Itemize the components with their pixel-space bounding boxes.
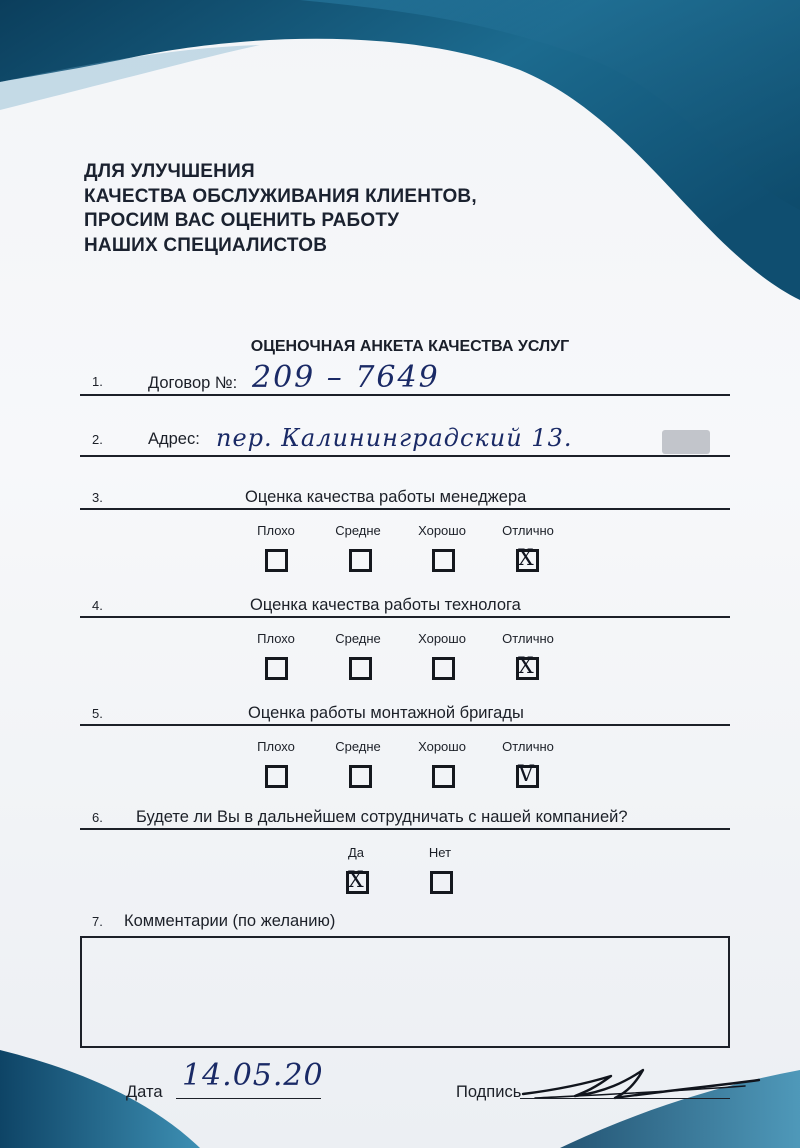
redacted-area [662,430,710,454]
q4-checkbox-excellent[interactable] [516,654,539,680]
check-mark-icon: X [348,868,364,893]
option-label-good: Хорошо [418,631,466,646]
q1-number: 1. [92,374,103,389]
option-label-excellent: Отлично [502,631,554,646]
option-label-good: Хорошо [418,739,466,754]
q2-number: 2. [92,432,103,447]
q3-checkbox-excellent[interactable] [516,546,539,572]
q6-label: Будете ли Вы в дальнейшем сотрудничать с нашей компанией? [136,808,628,826]
option-label-bad: Плохо [257,739,295,754]
q3-checkbox-bad[interactable] [265,549,288,572]
signature-label: Подпись [456,1083,522,1101]
q6-number: 6. [92,810,103,825]
headline [84,160,584,258]
q2-underline [80,455,730,457]
date-label: Дата [126,1083,163,1101]
q4-checkbox-bad[interactable] [265,657,288,680]
q3-number: 3. [92,490,103,505]
headline-line: ДЛЯ УЛУЧШЕНИЯ [84,161,255,182]
check-mark-icon: V [518,762,534,787]
q4-label: Оценка качества работы технолога [250,596,521,614]
option-label-average: Средне [335,631,381,646]
q5-checkbox-average[interactable] [349,765,372,788]
form-title: ОЦЕНОЧНАЯ АНКЕТА КАЧЕСТВА УСЛУГ [250,338,570,355]
headline-line: ПРОСИМ ВАС ОЦЕНИТЬ РАБОТУ [84,210,400,231]
headline-line: КАЧЕСТВА ОБСЛУЖИВАНИЯ КЛИЕНТОВ, [84,185,477,207]
q5-label: Оценка работы монтажной бригады [248,704,524,722]
q2-label: Адрес: [148,430,200,448]
check-mark-icon: X [518,654,534,679]
q4-underline [80,616,730,618]
check-mark-icon: X [518,546,534,571]
option-label-yes: Да [347,845,365,860]
option-label-average: Средне [335,523,381,538]
q6-checkbox-yes[interactable] [346,868,369,894]
date-underline [176,1098,321,1099]
q3-checkbox-good[interactable] [432,549,455,572]
q4-checkbox-average[interactable] [349,657,372,680]
q4-checkbox-good[interactable] [432,657,455,680]
address-value[interactable]: пер. Калининградский 13. [216,424,573,452]
q6-checkbox-no[interactable] [430,871,453,894]
q3-label: Оценка качества работы менеджера [245,488,527,506]
q1-underline [80,394,730,396]
q5-number: 5. [92,706,103,721]
q7-number: 7. [92,914,103,929]
option-label-bad: Плохо [257,523,295,538]
q3-checkbox-average[interactable] [349,549,372,572]
q5-checkbox-excellent[interactable] [516,762,539,788]
option-label-excellent: Отлично [502,739,554,754]
q7-label: Комментарии (по желанию) [124,912,336,930]
option-label-excellent: Отлично [502,523,554,538]
signature-underline [520,1098,730,1099]
q5-checkbox-bad[interactable] [265,765,288,788]
q5-checkbox-good[interactable] [432,765,455,788]
q5-underline [80,724,730,726]
signature-drawing[interactable] [515,1062,765,1107]
date-value[interactable]: 14.05.20 [182,1058,324,1093]
q4-number: 4. [92,598,103,613]
comments-textarea[interactable] [80,936,730,1048]
option-label-no: Нет [428,845,452,860]
q1-label: Договор №: [148,374,238,392]
option-label-bad: Плохо [257,631,295,646]
option-label-average: Средне [335,739,381,754]
q3-underline [80,508,730,510]
q6-underline [80,828,730,830]
option-label-good: Хорошо [418,523,466,538]
contract-number-value[interactable]: 209 – 7649 [252,360,440,395]
headline-line: НАШИХ СПЕЦИАЛИСТОВ [84,234,328,256]
